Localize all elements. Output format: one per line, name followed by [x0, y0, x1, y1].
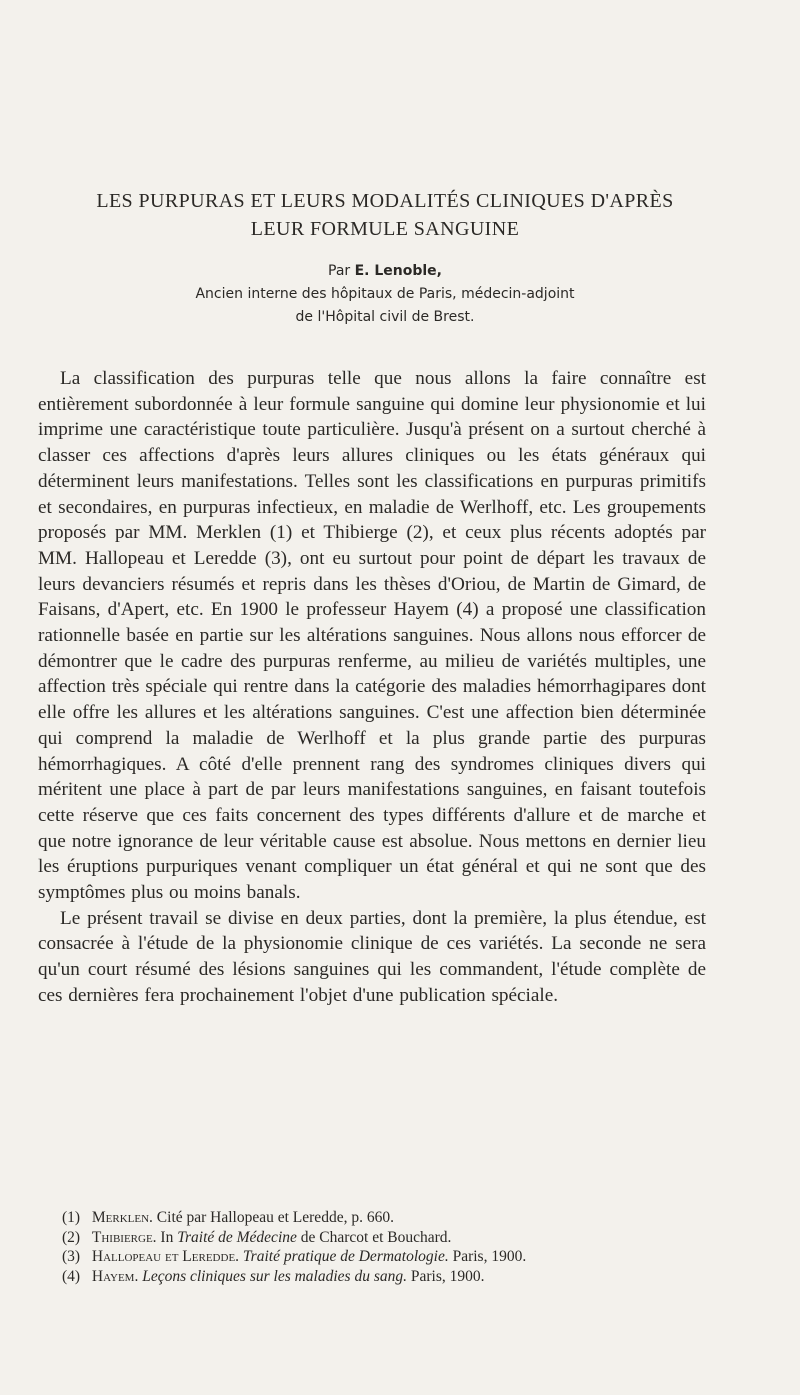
- author-name: E. Lenoble,: [354, 263, 442, 279]
- footnote-work: Leçons cliniques sur les maladies du sang.: [142, 1267, 407, 1285]
- affiliation-line-1: Ancien interne des hôpitaux de Paris, médecin-adjoint: [195, 286, 575, 302]
- footnote-post: Paris, 1900.: [410, 1267, 485, 1285]
- title-line-2: LEUR FORMULE SANGUINE: [250, 218, 520, 240]
- footnote-3: [62, 1247, 702, 1267]
- affiliation-line-2: de l'Hôpital civil de Brest.: [295, 309, 475, 325]
- footnotes: [62, 1208, 702, 1286]
- footnote-pre: In: [160, 1228, 174, 1246]
- footnote-author: Hallopeau et Leredde.: [91, 1248, 240, 1265]
- footnote-work: Traité de Médecine: [177, 1228, 297, 1246]
- footnote-1: [62, 1208, 702, 1228]
- footnote-work: Traité pratique de Dermatologie.: [242, 1248, 449, 1265]
- footnote-number: (3): [62, 1248, 81, 1265]
- footnote-number: (2): [62, 1228, 81, 1246]
- footnote-number: (4): [62, 1267, 81, 1285]
- article-body: [38, 366, 706, 1009]
- footnote-author: Merklen.: [91, 1209, 153, 1226]
- paragraph-2: Le présent travail se divise en deux parties, dont la première, la plus étendue, est consacrée à l'étude de la physionomie clinique de ces variétés. La seconde ne sera qu'un court résumé des lésions sanguines qui les commandent, l'étude complète de ces dernières fera prochainement l'objet d'une publication spéciale.: [38, 907, 706, 1006]
- paragraph-1: La classification des purpuras telle que nous allons la faire connaître est entièrement subordonnée à leur formule sanguine qui domine leur physionomie et lui imprime une caractéristique toute particulière. Jusqu'à présent on a surtout cherché à classer ces affections d'après leurs allures cliniques ou les états généraux qui déterminent leurs manifestations. Telles sont les classifications en purpuras primitifs et secondaires, en purpuras infectieux, en maladie de Werlhoff, etc. Les groupements proposés par MM. Merklen (1) et Thibierge (2), et ceux plus récents adoptés par MM. Hallopeau et Leredde (3), ont eu surtout pour point de départ les travaux de leurs devanciers résumés et repris dans les thèses d'Oriou, de Martin de Gimard, de Faisans, d'Apert, etc. En 1900 le professeur Hayem (4) a proposé une classification rationnelle basée en partie sur les altérations sanguines. Nous allons nous efforcer de démontrer que le cadre des purpuras renferme, au milieu de variétés multiples, une affection très spéciale qui rentre dans la catégorie des maladies hémorrhagipares dont elle offre les allures et les altérations sanguines. C'est une affection bien déterminée qui comprend la maladie de Werlhoff et la plus grande partie des purpuras hémorrhagiques. A côté d'elle prennent rang des syndromes cliniques divers qui méritent une place à part de par leurs manifestations sanguines, en faisant toutefois cette réserve que ces faits concernent des types différents d'allure et de marche et que notre ignorance de leur véritable cause est absolue. Nous mettons en dernier lieu les éruptions purpuriques venant compliquer un état général et qui ne sont que des symptômes plus ou moins banals.: [38, 368, 706, 904]
- footnote-number: (1): [62, 1209, 81, 1226]
- footnote-author: Hayem.: [91, 1267, 139, 1285]
- footnote-post: Paris, 1900.: [452, 1248, 527, 1265]
- title-line-1: LES PURPURAS ET LEURS MODALITÉS CLINIQUES D'APRÈS: [96, 190, 674, 212]
- author-line: [80, 260, 690, 283]
- byline: [80, 260, 690, 329]
- footnote-2: [62, 1228, 702, 1248]
- article-title: [30, 187, 740, 243]
- footnote-text: Cité par Hallopeau et Leredde, p. 660.: [156, 1209, 394, 1226]
- footnote-4: [62, 1267, 702, 1287]
- footnote-author: Thibierge.: [91, 1228, 157, 1246]
- footnote-post: de Charcot et Bouchard.: [300, 1228, 452, 1246]
- author-prefix: Par: [328, 263, 351, 279]
